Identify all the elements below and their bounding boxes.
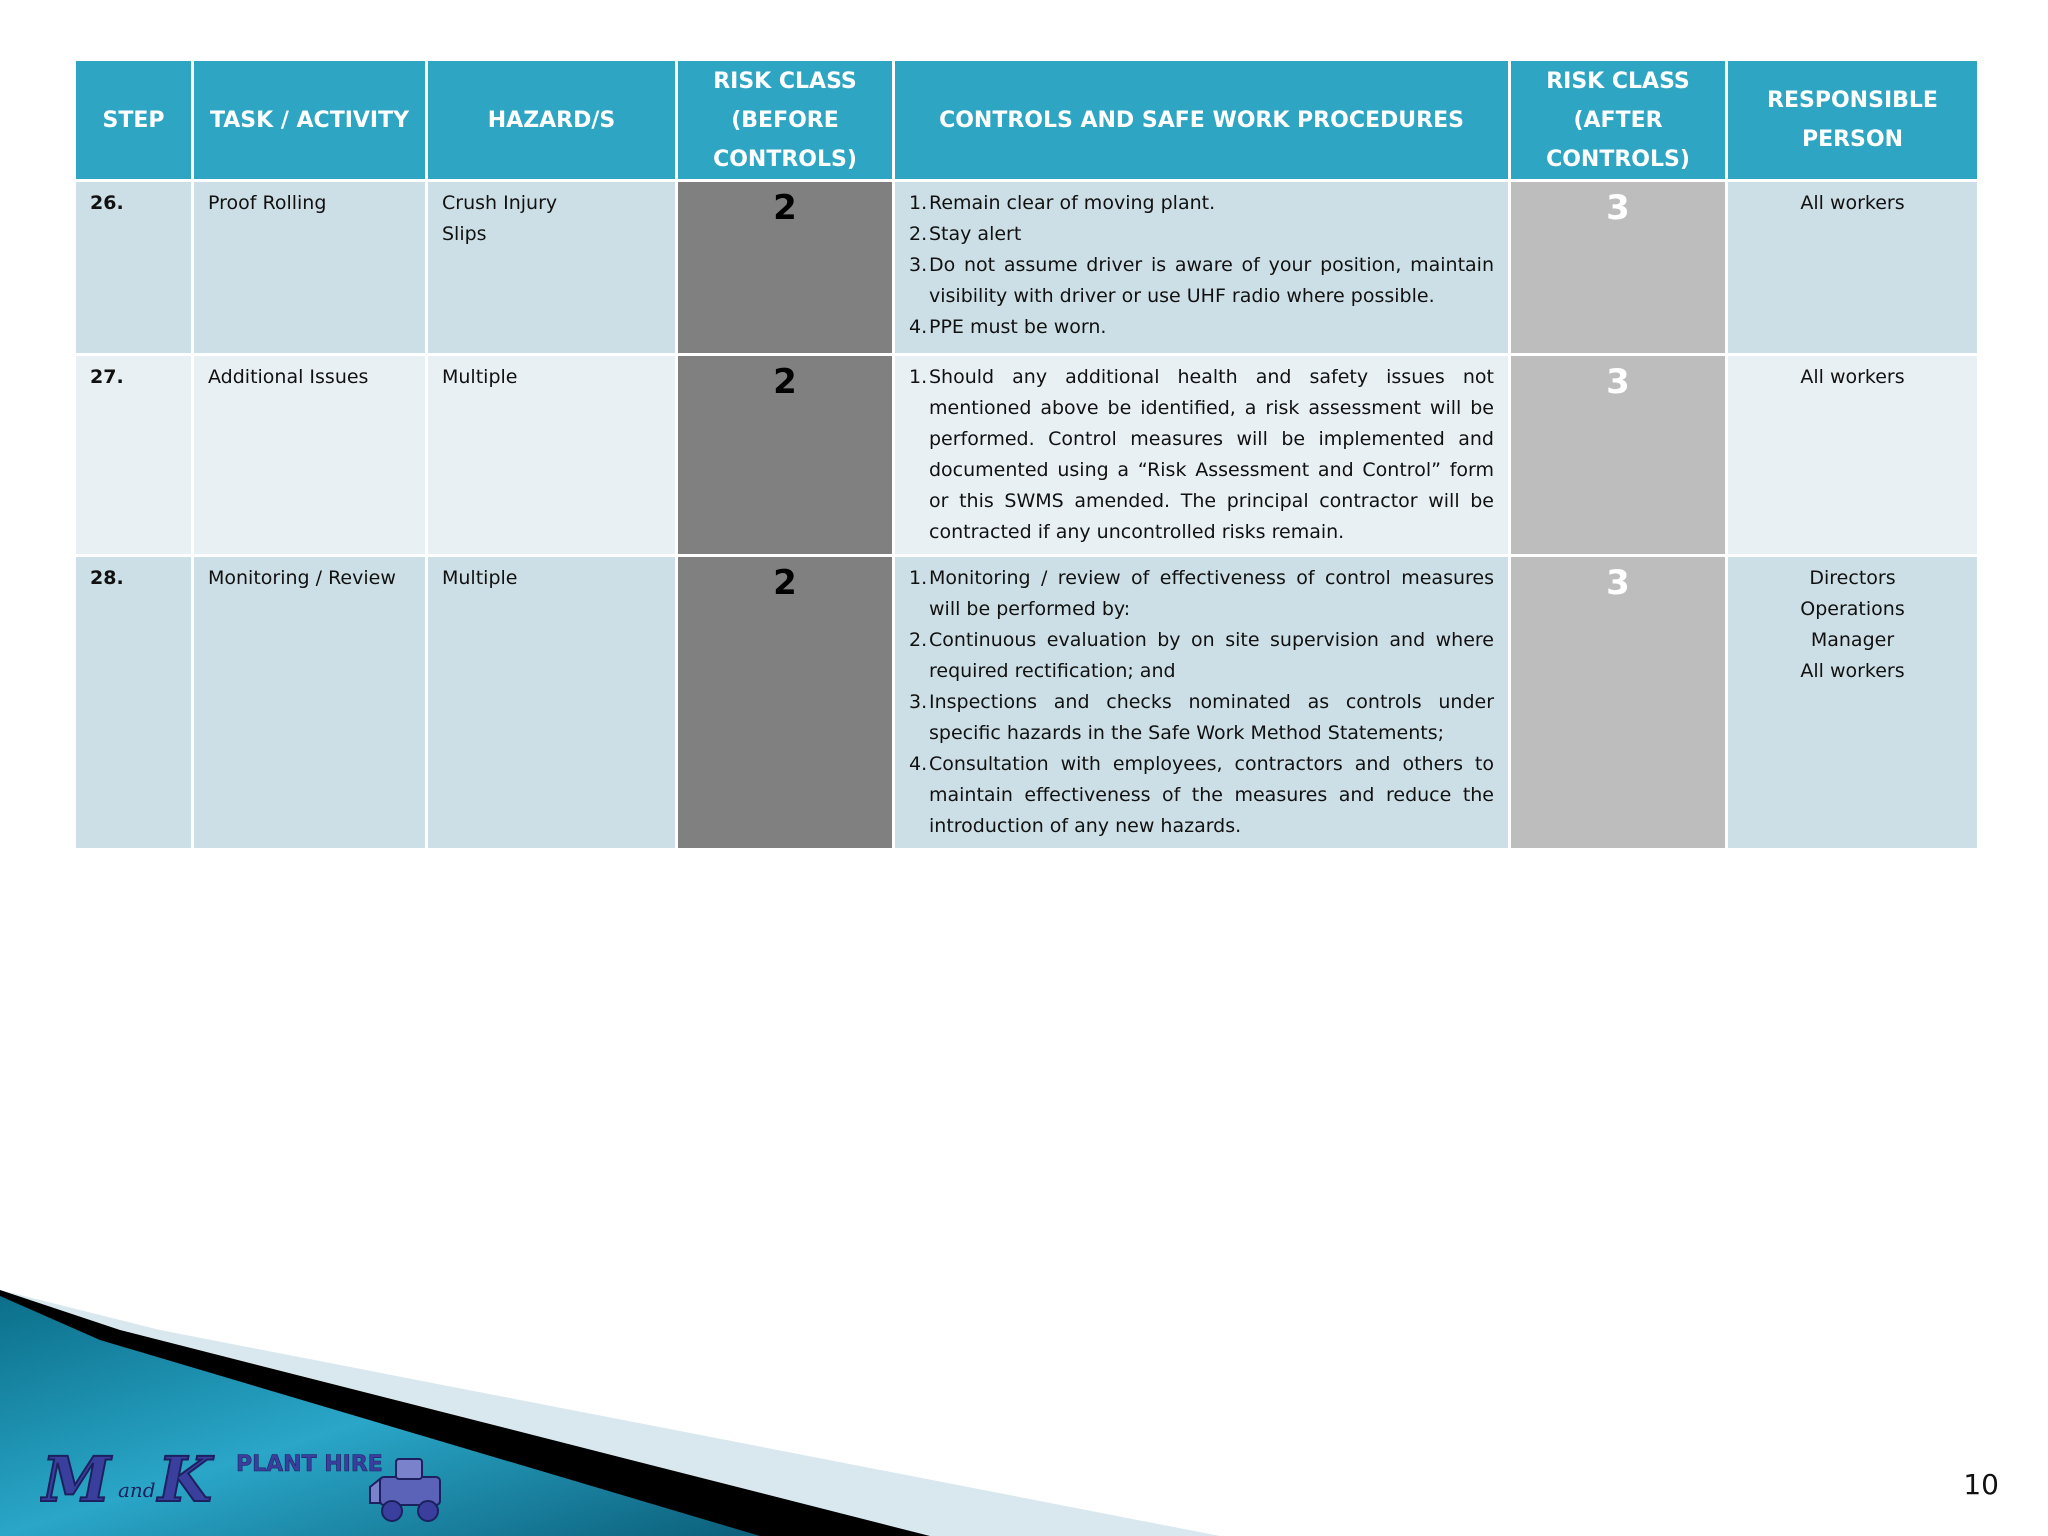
- control-text: Do not assume driver is aware of your position, maintain visibility with driver or use UHF radio where possible.: [929, 254, 1494, 307]
- responsible-item: All workers: [1800, 366, 1905, 388]
- hazard-item: Slips: [442, 223, 487, 245]
- header-risk-before-line: RISK CLASS: [713, 68, 857, 94]
- control-text: Stay alert: [929, 223, 1022, 245]
- responsible-cell: [1727, 181, 1979, 355]
- hazards-cell: [427, 181, 677, 355]
- header-responsible: [1727, 60, 1979, 181]
- control-text: Remain clear of moving plant.: [929, 192, 1216, 214]
- company-logo: [40, 1437, 460, 1525]
- responsible-cell: [1727, 355, 1979, 556]
- task-cell: Additional Issues: [193, 355, 427, 556]
- header-controls: CONTROLS AND SAFE WORK PROCEDURES: [894, 60, 1510, 181]
- header-responsible-line: RESPONSIBLE: [1767, 88, 1938, 113]
- header-risk-after-line: RISK CLASS: [1546, 68, 1690, 94]
- responsible-item: Operations: [1800, 598, 1905, 620]
- responsible-item: All workers: [1800, 192, 1905, 214]
- control-item: 3. Do not assume driver is aware of your position, maintain visibility with driver or use UHF radio where possible.: [909, 250, 1494, 312]
- control-text: Consultation with employees, contractors and others to maintain effectiveness of the measures and reduce the introduction of any new hazards.: [929, 753, 1494, 837]
- header-risk-before-line: CONTROLS): [713, 146, 857, 172]
- control-text: Should any additional health and safety issues not mentioned above be identified, a risk assessment will be performed. Control measures will be implemented and documented using a “Risk Assessment and Control” form or this SWMS amended. The principal contractor will be contracted if any uncontrolled risks remain.: [929, 366, 1494, 543]
- hazard-item: Multiple: [442, 567, 518, 589]
- hazard-item: Crush Injury: [442, 192, 558, 214]
- control-item: 1. Monitoring / review of effectiveness of control measures will be performed by:: [909, 563, 1494, 625]
- logo-letter-m: M: [42, 1443, 111, 1516]
- header-row: [75, 60, 1979, 181]
- logo-and: and: [118, 1478, 156, 1502]
- hazard-item: Multiple: [442, 366, 518, 388]
- table-row: [75, 181, 1979, 355]
- control-item: 4. PPE must be worn.: [909, 312, 1494, 343]
- control-item: 2. Stay alert: [909, 219, 1494, 250]
- control-item: 4. Consultation with employees, contractors and others to maintain effectiveness of the measures and reduce the introduction of any new hazards.: [909, 749, 1494, 842]
- controls-cell: [894, 355, 1510, 556]
- task-cell: Monitoring / Review: [193, 556, 427, 850]
- step-cell: 26.: [75, 181, 193, 355]
- risk-before-cell: 2: [677, 556, 894, 850]
- control-item: 1. Remain clear of moving plant.: [909, 188, 1494, 219]
- step-cell: 28.: [75, 556, 193, 850]
- control-item: 3. Inspections and checks nominated as controls under specific hazards in the Safe Work Method Statements;: [909, 687, 1494, 749]
- hazards-cell: [427, 355, 677, 556]
- risk-before-cell: 2: [677, 181, 894, 355]
- header-risk-after-line: (AFTER: [1573, 107, 1663, 133]
- control-text: Continuous evaluation by on site supervision and where required rectification; and: [929, 629, 1494, 682]
- header-risk-after: [1510, 60, 1727, 181]
- header-risk-before-line: (BEFORE: [731, 107, 839, 133]
- page-number: 10: [1963, 1468, 1999, 1501]
- risk-after-cell: 3: [1510, 355, 1727, 556]
- responsible-item: Manager: [1810, 629, 1895, 651]
- responsible-cell: [1727, 556, 1979, 850]
- controls-cell: [894, 556, 1510, 850]
- step-cell: 27.: [75, 355, 193, 556]
- task-cell: Proof Rolling: [193, 181, 427, 355]
- risk-after-cell: 3: [1510, 556, 1727, 850]
- responsible-item: All workers: [1800, 660, 1905, 682]
- control-text: PPE must be worn.: [929, 316, 1107, 338]
- header-hazards: HAZARD/S: [427, 60, 677, 181]
- controls-cell: [894, 181, 1510, 355]
- logo-letter-k: K: [158, 1443, 212, 1516]
- table-row: [75, 355, 1979, 556]
- risk-after-cell: 3: [1510, 181, 1727, 355]
- control-text: Monitoring / review of effectiveness of control measures will be performed by:: [929, 567, 1494, 620]
- control-text: Inspections and checks nominated as controls under specific hazards in the Safe Work Method Statements;: [929, 691, 1494, 744]
- control-item: 1. Should any additional health and safety issues not mentioned above be identified, a risk assessment will be performed. Control measures will be implemented and documented using a “Risk Assessment and Control” form or this SWMS amended. The principal contractor will be contracted if any uncontrolled risks remain.: [909, 362, 1494, 548]
- header-task: TASK / ACTIVITY: [193, 60, 427, 181]
- control-item: 2. Continuous evaluation by on site supervision and where required rectification; and: [909, 625, 1494, 687]
- header-risk-after-line: CONTROLS): [1546, 146, 1690, 172]
- table-row: [75, 556, 1979, 850]
- hazards-cell: [427, 556, 677, 850]
- header-responsible-line: PERSON: [1801, 127, 1904, 152]
- responsible-item: Directors: [1809, 567, 1896, 589]
- header-step: STEP: [75, 60, 193, 181]
- risk-before-cell: 2: [677, 355, 894, 556]
- header-risk-before: [677, 60, 894, 181]
- swms-table: [73, 58, 1980, 851]
- logo-tagline: PLANT HIRE: [236, 1452, 383, 1477]
